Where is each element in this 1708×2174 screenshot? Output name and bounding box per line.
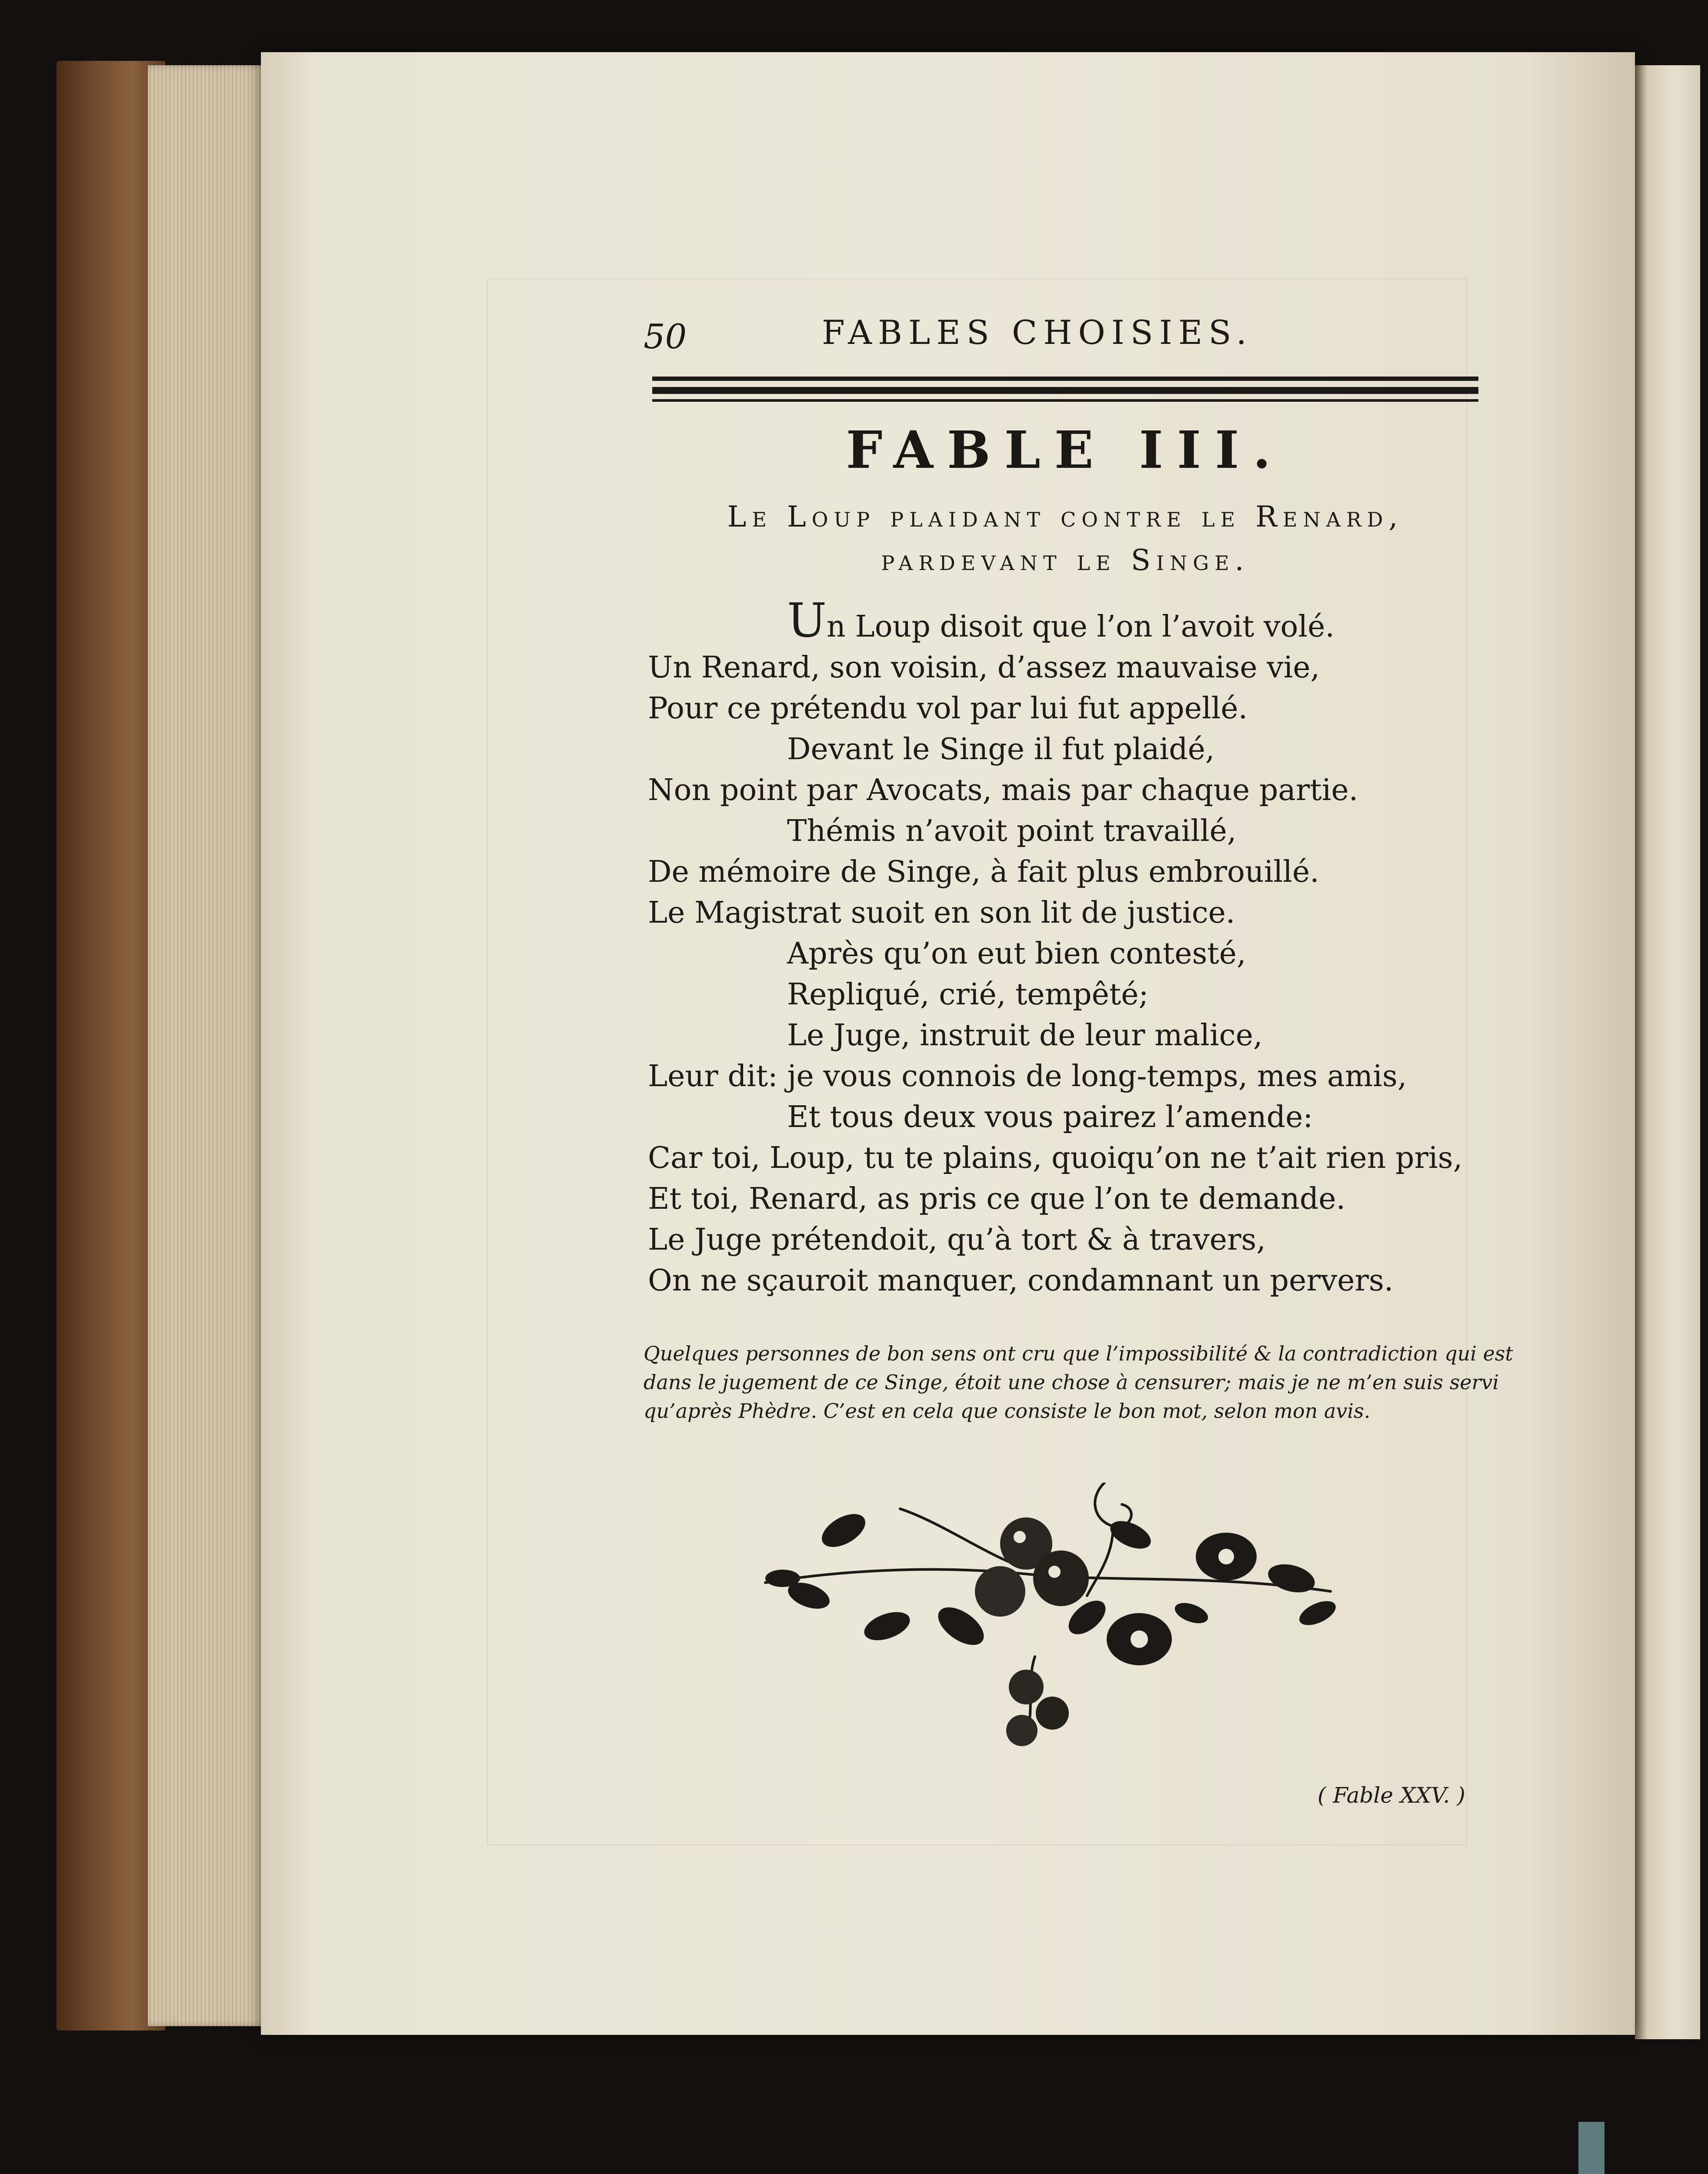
fable-subtitle-line-2: pardevant le Singe. [881, 544, 1250, 577]
running-title: FABLES CHOISIES. [822, 313, 1253, 352]
note-line: dans le jugement de ce Singe, étoit une chose à censurer; mais je ne m’en suis servi [644, 1370, 1499, 1394]
verse-line: Le Magistrat suoit en son lit de justice. [648, 896, 1235, 930]
verse-line: Un Renard, son voisin, d’assez mauvaise vie, [648, 650, 1320, 685]
page-number: 50 [644, 317, 687, 357]
verse-line: Leur dit: je vous connois de long-temps, mes amis, [648, 1059, 1407, 1094]
fable-subtitle-line-1: Le Loup plaidant contre le Renard, [727, 500, 1404, 533]
author-note [644, 1339, 1513, 1425]
verse-line: On ne sçauroit manquer, condamnant un pervers. [648, 1264, 1394, 1298]
bookmark-ribbon [1578, 2122, 1605, 2174]
verse-line: Car toi, Loup, tu te plains, quoiqu’on ne t’ait rien pris, [648, 1141, 1463, 1175]
verse-line: Après qu’on eut bien contesté, [787, 937, 1246, 971]
note-line: Quelques personnes de bon sens ont cru que l’impossibilité & la contradiction qui est [644, 1342, 1513, 1365]
verse-line: Le Juge, instruit de leur malice, [787, 1018, 1263, 1053]
verse-line: Non point par Avocats, mais par chaque partie. [648, 773, 1358, 807]
verse-line: Un Loup disoit que l’on l’avoit volé. [787, 594, 1335, 648]
drop-cap: U [787, 594, 827, 648]
facing-page [1635, 65, 1700, 2039]
verse-line: Le Juge prétendoit, qu’à tort & à travers, [648, 1223, 1266, 1257]
source-credit: ( Fable XXV. ) [1318, 1783, 1465, 1808]
page-edges [148, 65, 270, 2026]
rule-line [652, 387, 1478, 394]
verse-line: Et tous deux vous pairez l’amende: [787, 1100, 1313, 1134]
note-line: qu’après Phèdre. C’est en cela que consiste le bon mot, selon mon avis. [644, 1399, 1371, 1423]
verse-line: Devant le Singe il fut plaidé, [787, 732, 1215, 767]
rule-line [652, 377, 1478, 381]
header-rules [652, 377, 1478, 403]
fable-title: FABLE III. [846, 420, 1285, 480]
verse-line: Et toi, Renard, as pris ce que l’on te demande. [648, 1182, 1346, 1216]
floral-vignette-icon [757, 1483, 1348, 1765]
rule-line [652, 399, 1478, 402]
verse-line: Thémis n’avoit point travaillé, [787, 814, 1237, 848]
verse-line: Pour ce prétendu vol par lui fut appellé. [648, 691, 1248, 726]
verse-line: Repliqué, crié, tempêté; [787, 977, 1149, 1012]
running-head [644, 304, 1513, 370]
verse-line: De mémoire de Singe, à fait plus embrouillé. [648, 855, 1319, 889]
fable-verse [648, 594, 1500, 1301]
